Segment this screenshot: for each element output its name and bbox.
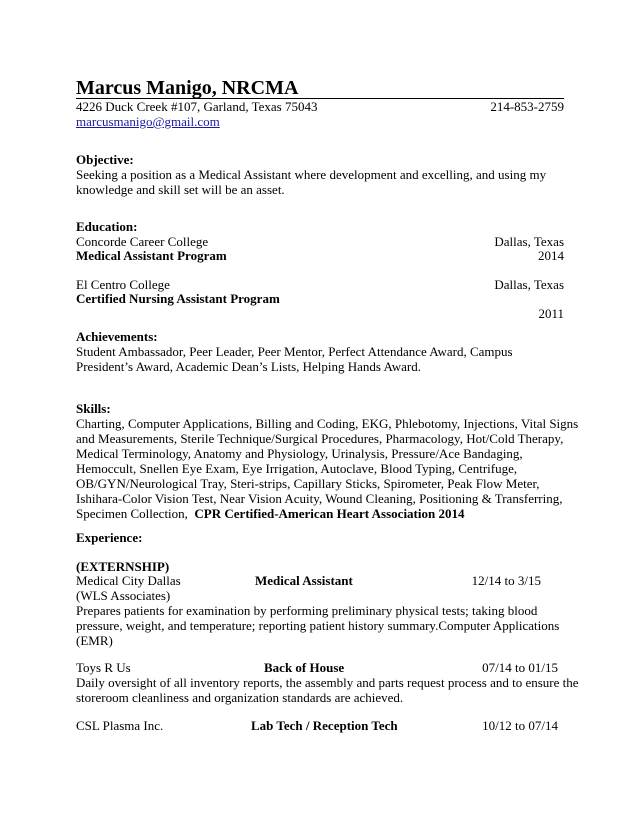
skills-line: and Measurements, Sterile Technique/Surgical Procedures, Pharmacology, Hot/Cold Therapy, — [76, 431, 564, 446]
objective-line: Seeking a position as a Medical Assistant where development and excelling, and using my — [76, 167, 547, 182]
achievements-text — [76, 344, 513, 374]
skills-line: Medical Terminology, Anatomy and Physiology, Urinalysis, Pressure/Ace Bandaging, — [76, 446, 523, 461]
job-dates: 10/12 to 07/14 — [482, 718, 558, 733]
externship-label: (EXTERNSHIP) — [76, 559, 170, 574]
phone: 214-853-2759 — [490, 99, 564, 114]
job-title: Medical Assistant — [255, 573, 353, 588]
skills-text — [76, 416, 579, 521]
email-link[interactable]: marcusmanigo@gmail.com — [76, 114, 220, 129]
experience-heading: Experience: — [76, 530, 143, 545]
address: 4226 Duck Creek #107, Garland, Texas 75043 — [76, 99, 318, 114]
employer-name: Toys R Us — [76, 660, 131, 675]
skills-line: Charting, Computer Applications, Billing and Coding, EKG, Phlebotomy, Injections, Vital Signs — [76, 416, 579, 431]
program-name: Certified Nursing Assistant Program — [76, 291, 280, 306]
skills-last-plain: Specimen Collection, — [76, 506, 188, 521]
employer-name: CSL Plasma Inc. — [76, 718, 164, 733]
job-line: pressure, weight, and temperature; reporting patient history summary.Computer Applications — [76, 618, 560, 633]
skills-line: OB/GYN/Neurological Tray, Steri-strips, Capillary Sticks, Spirometer, Peak Flow Meter, — [76, 476, 540, 491]
objective-text — [76, 167, 547, 197]
job-title: Back of House — [264, 660, 345, 675]
job-line: Daily oversight of all inventory reports, the assembly and parts request process and to ensure the — [76, 675, 579, 690]
skills-line: Hemoccult, Snellen Eye Exam, Eye Irrigation, Autoclave, Blood Typing, Centrifuge, — [76, 461, 518, 476]
skills-line-final — [76, 506, 560, 521]
school-name: Concorde Career College — [76, 234, 209, 249]
school-location: Dallas, Texas — [494, 277, 564, 292]
achievements-heading: Achievements: — [76, 329, 158, 344]
skills-heading: Skills: — [76, 401, 111, 416]
employer-name: Medical City Dallas — [76, 573, 181, 588]
program-year: 2014 — [538, 248, 564, 263]
job-description — [76, 603, 560, 648]
employer-sub: (WLS Associates) — [76, 588, 171, 603]
education-heading: Education: — [76, 219, 138, 234]
school-location: Dallas, Texas — [494, 234, 564, 249]
applicant-name: Marcus Manigo, NRCMA — [76, 77, 299, 99]
achievements-line: President’s Award, Academic Dean’s Lists, Helping Hands Award. — [76, 359, 421, 374]
job-title: Lab Tech / Reception Tech — [251, 718, 398, 733]
job-dates: 07/14 to 01/15 — [482, 660, 558, 675]
school-name: El Centro College — [76, 277, 170, 292]
job-dates: 12/14 to 3/15 — [471, 573, 541, 588]
achievements-line: Student Ambassador, Peer Leader, Peer Mentor, Perfect Attendance Award, Campus — [76, 344, 513, 359]
job-line: storeroom cleanliness and organization standards are achieved. — [76, 690, 404, 705]
job-line: (EMR) — [76, 633, 113, 648]
skills-line: Ishihara-Color Vision Test, Near Vision Acuity, Wound Cleaning, Positioning & Transferring, — [76, 491, 563, 506]
program-year: 2011 — [538, 306, 564, 321]
cpr-certification: CPR Certified-American Heart Association 2014 — [194, 506, 465, 521]
objective-heading: Objective: — [76, 152, 134, 167]
job-description — [76, 675, 579, 705]
job-line: Prepares patients for examination by performing preliminary physical tests; taking blood — [76, 603, 538, 618]
objective-line: knowledge and skill set will be an asset. — [76, 182, 285, 197]
program-name: Medical Assistant Program — [76, 248, 227, 263]
